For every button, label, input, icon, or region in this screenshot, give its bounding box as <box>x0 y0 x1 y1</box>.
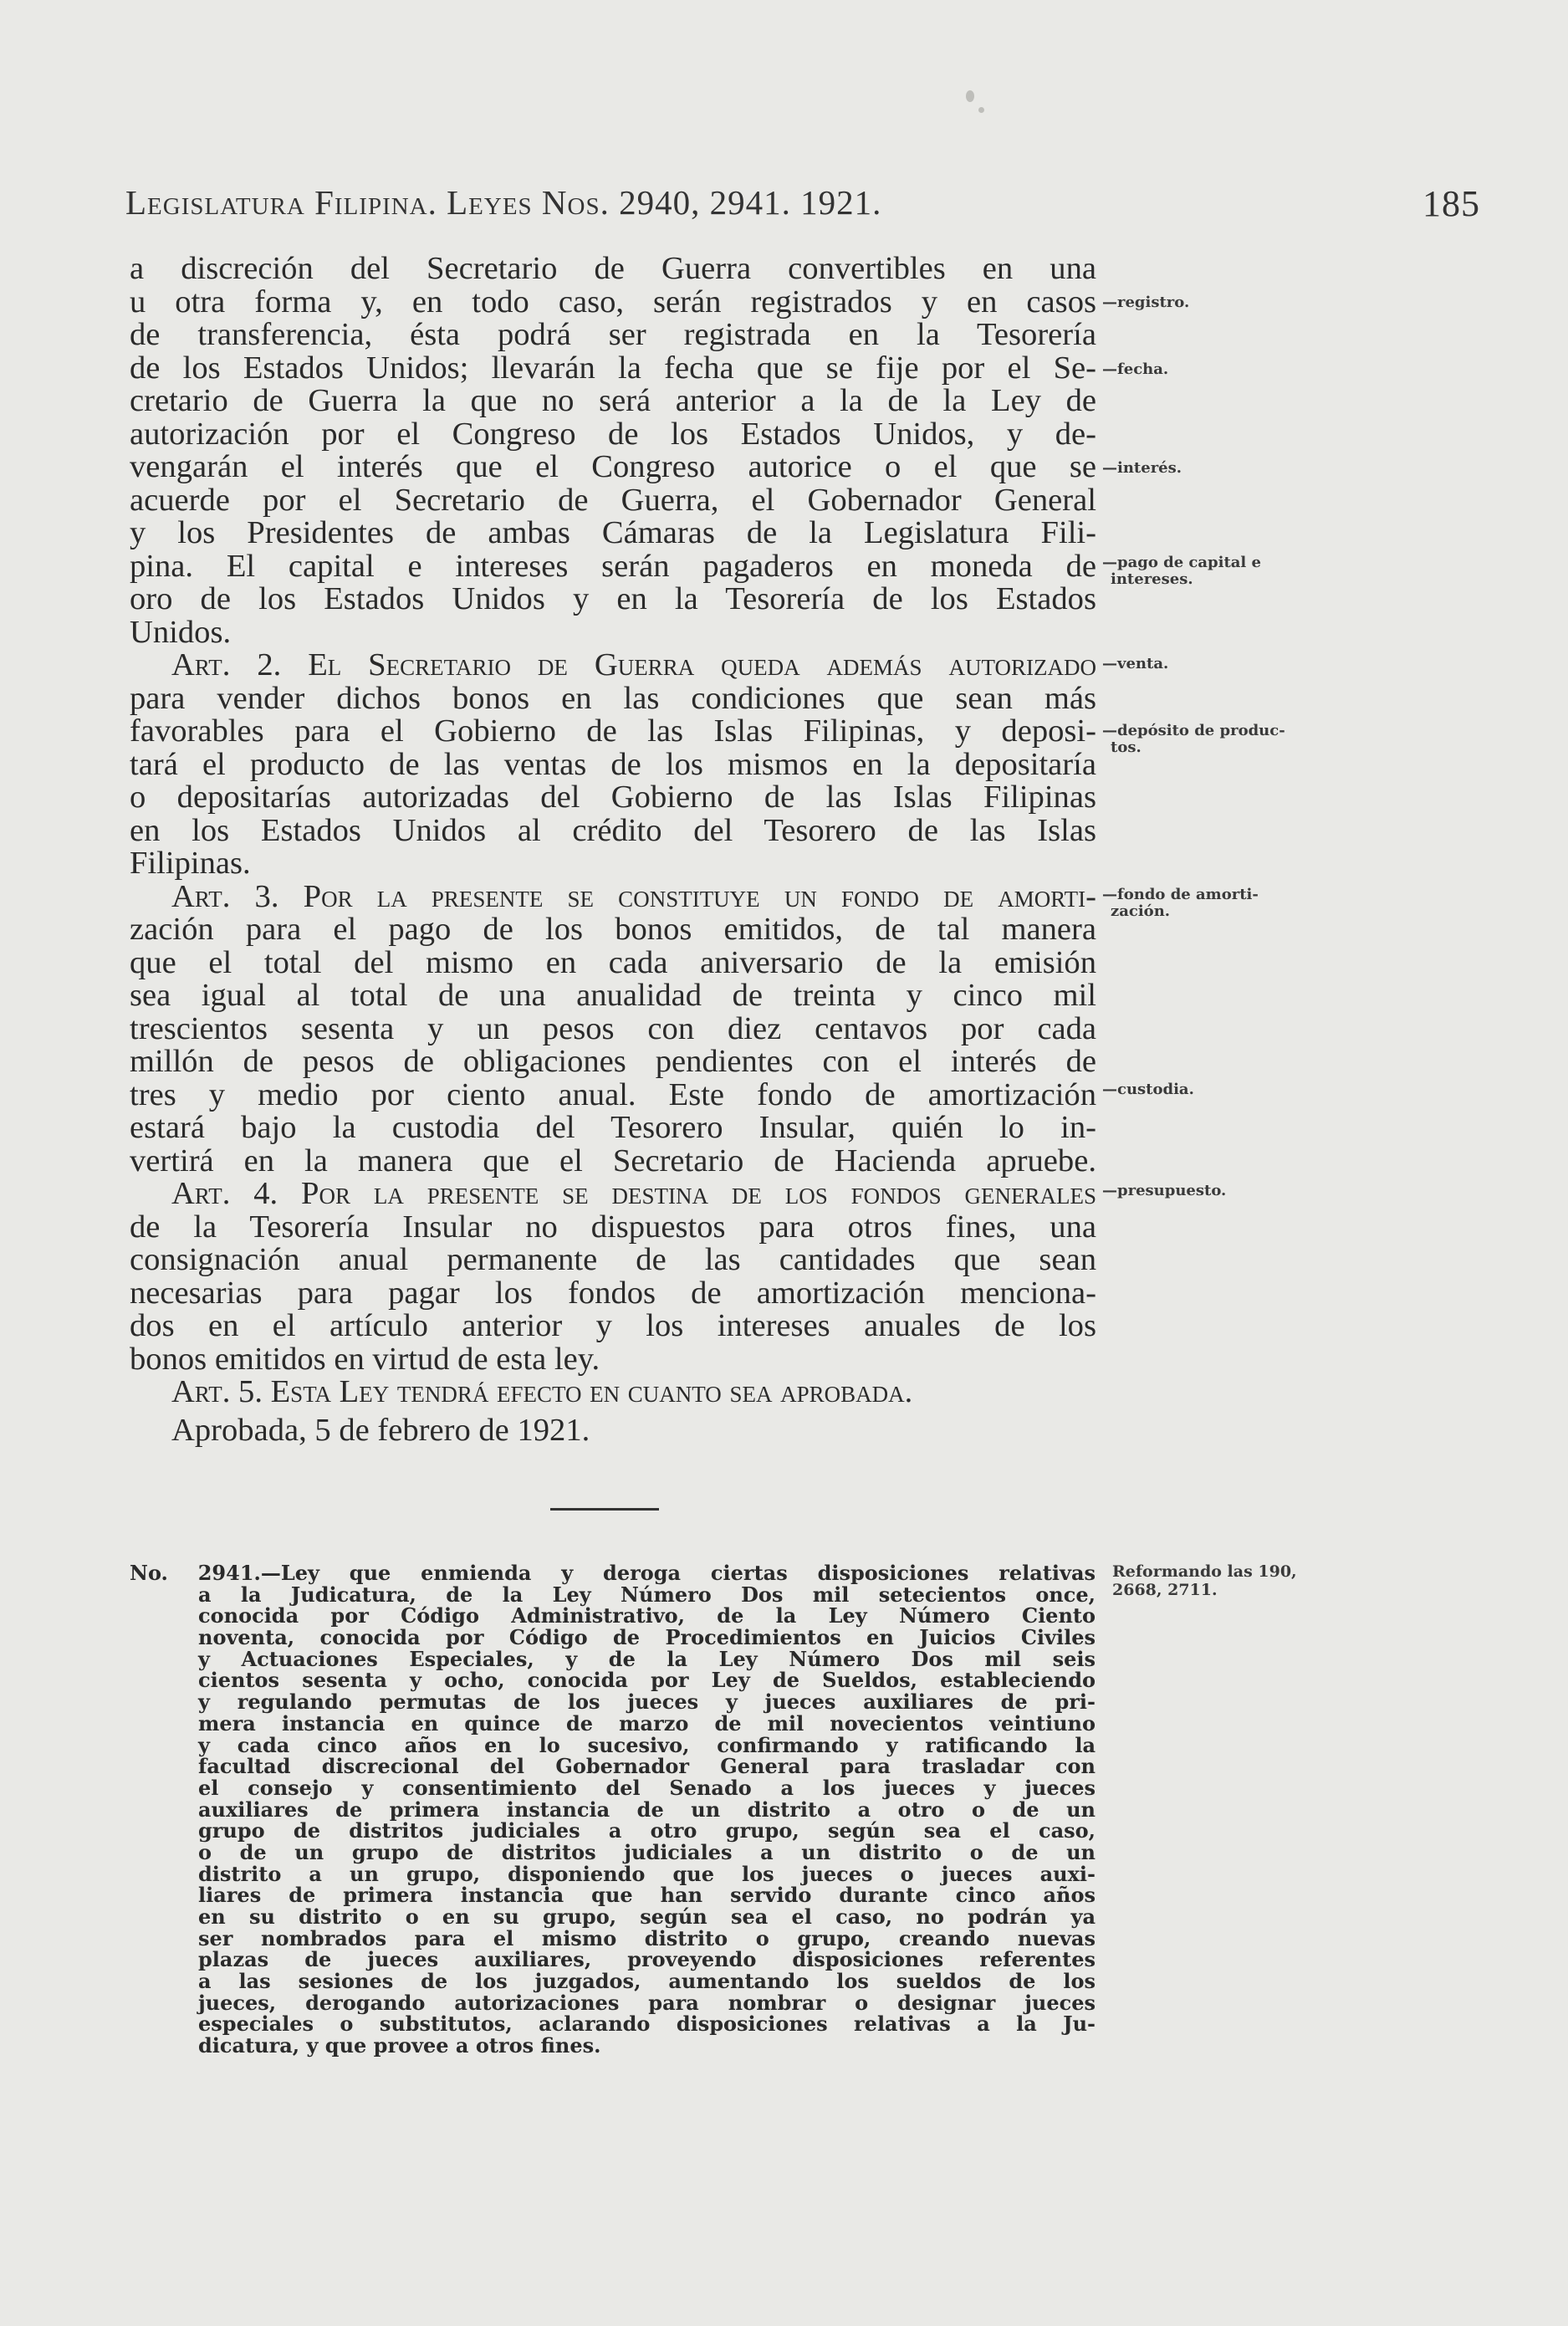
summary-line: el consejo y consentimiento del Senado a los jueces y jueces <box>198 1775 1096 1800</box>
body-line: acuerde por el Secretario de Guerra, el Gobernador General <box>130 482 1096 518</box>
body-line: de transferencia, ésta podrá ser registrada en la Tesorería <box>130 317 1096 352</box>
article-5-line: Art. 5. Esta Ley tendrá efecto en cuanto sea aprobada. <box>171 1374 913 1409</box>
body-line: dos en el artículo anterior y los intereses anuales de los <box>130 1308 1096 1343</box>
margin-note-pago-cont: intereses. <box>1111 570 1193 588</box>
body-line: de los Estados Unidos; llevarán la fecha que se fije por el Se- <box>130 350 1096 386</box>
summary-line: facultad discrecional del Gobernador General para trasladar con <box>198 1754 1096 1779</box>
body-line: tará el producto de las ventas de los mismos en la depositaría <box>130 746 1096 782</box>
summary-line: y regulando permutas de los jueces y jueces auxiliares de pri- <box>198 1690 1096 1715</box>
summary-margin-note <box>1112 1562 1297 1599</box>
summary-line: especiales o substitutos, aclarando disposiciones relativas a la Ju- <box>198 2012 1096 2037</box>
body-line: trescientos sesenta y un pesos con diez centavos por cada <box>130 1010 1096 1046</box>
margin-note-fondo: —fondo de amorti- <box>1102 886 1259 903</box>
body-line: vertirá en la manera que el Secretario de Hacienda apruebe. <box>130 1143 1096 1178</box>
ink-speck <box>966 90 974 102</box>
summary-line: en su distrito o en su grupo, según sea el caso, no podrán ya <box>198 1904 1096 1929</box>
body-line: vengarán el interés que el Congreso autorice o el que se <box>130 449 1096 484</box>
body-line: o depositarías autorizadas del Gobierno de las Islas Filipinas <box>130 780 1096 815</box>
body-line: cretario de Guerra la que no será anterior a la de la Ley de <box>130 383 1096 418</box>
summary-line: No. 2941.—Ley que enmienda y deroga ciertas disposiciones relativas <box>130 1561 1096 1585</box>
summary-line: jueces, derogando autorizaciones para nombrar o designar jueces <box>198 1990 1096 2015</box>
summary-line: liares de primera instancia que han servido durante cinco años <box>198 1883 1096 1908</box>
summary-line: plazas de jueces auxiliares, proveyendo disposiciones referentes <box>198 1947 1096 1972</box>
body-line: oro de los Estados Unidos y en la Tesorería de los Estados <box>130 581 1096 616</box>
margin-note-fecha: —fecha. <box>1102 360 1169 378</box>
margin-note-deposito-cont: tos. <box>1111 739 1142 756</box>
article-2-line: Art. 2. El Secretario de Guerra queda además autorizado <box>171 647 1096 682</box>
summary-line: auxiliares de primera instancia de un distrito a otro o de un <box>198 1797 1096 1822</box>
body-line: en los Estados Unidos al crédito del Tesorero de las Islas <box>130 812 1096 848</box>
body-text <box>130 253 1096 1447</box>
article-3-line: Art. 3. Por la presente se constituye un fondo de amorti- <box>171 878 1096 914</box>
margin-note-pago: —pago de capital e <box>1102 554 1261 571</box>
body-line: bonos emitidos en virtud de esta ley. <box>130 1341 600 1377</box>
approval-line: Aprobada, 5 de febrero de 1921. <box>171 1412 590 1448</box>
running-header <box>125 182 1480 233</box>
section-divider <box>550 1508 659 1511</box>
body-line: para vender dichos bonos en las condiciones que sean más <box>130 680 1096 716</box>
summary-note-line: Reformando las 190, <box>1112 1562 1297 1581</box>
body-line: millón de pesos de obligaciones pendientes con el interés de <box>130 1044 1096 1079</box>
summary-line: o de un grupo de distritos judiciales a un distrito o de un <box>198 1839 1096 1864</box>
summary-line: grupo de distritos judiciales a otro grupo, según sea el caso, <box>198 1818 1096 1843</box>
margin-note-deposito: —depósito de produc- <box>1102 722 1285 739</box>
body-line: autorización por el Congreso de los Estados Unidos, y de- <box>130 416 1096 452</box>
body-line: estará bajo la custodia del Tesorero Insular, quién lo in- <box>130 1110 1096 1145</box>
article-4-line: Art. 4. Por la presente se destina de los fondos generales <box>171 1176 1096 1211</box>
margin-note-fondo-cont: zación. <box>1111 902 1171 920</box>
body-line: Filipinas. <box>130 846 251 881</box>
body-line: de la Tesorería Insular no dispuestos para otros fines, una <box>130 1209 1096 1245</box>
summary-line: distrito a un grupo, disponiendo que los jueces o jueces auxi- <box>198 1861 1096 1886</box>
summary-line: a la Judicatura, de la Ley Número Dos mil setecientos once, <box>198 1582 1096 1607</box>
body-line: sea igual al total de una anualidad de treinta y cinco mil <box>130 978 1096 1013</box>
margin-note-registro: —registro. <box>1102 294 1190 311</box>
body-line: consignación anual permanente de las cantidades que sean <box>130 1242 1096 1277</box>
body-line: que el total del mismo en cada aniversario de la emisión <box>130 944 1096 980</box>
page-number: 185 <box>1422 183 1480 224</box>
summary-line: cientos sesenta y ocho, conocida por Ley de Sueldos, estableciendo <box>198 1668 1096 1693</box>
body-line: Unidos. <box>130 614 232 650</box>
body-line: necesarias para pagar los fondos de amortización menciona- <box>130 1275 1096 1311</box>
body-line: y los Presidentes de ambas Cámaras de la Legislatura Fili- <box>130 515 1096 550</box>
header-title: Legislatura Filipina. Leyes Nos. 2940, 2941. 1921. <box>125 183 882 222</box>
body-line: favorables para el Gobierno de las Islas Filipinas, y deposi- <box>130 713 1096 749</box>
margin-note-custodia: —custodia. <box>1102 1081 1194 1098</box>
law-2941-summary <box>130 1562 1096 2057</box>
body-line: pina. El capital e intereses serán pagaderos en moneda de <box>130 548 1096 584</box>
summary-line: y cada cinco años en lo sucesivo, confirmando y ratificando la <box>198 1732 1096 1757</box>
margin-note-interes: —interés. <box>1102 459 1182 477</box>
body-line: u otra forma y, en todo caso, serán registrados y en casos <box>130 284 1096 320</box>
summary-line: y Actuaciones Especiales, y de la Ley Número Dos mil seis <box>198 1646 1096 1671</box>
summary-line: mera instancia en quince de marzo de mil novecientos veintiuno <box>198 1710 1096 1736</box>
body-line: zación para el pago de los bonos emitidos, de tal manera <box>130 912 1096 947</box>
summary-line: noventa, conocida por Código de Procedimientos en Juicios Civiles <box>198 1625 1096 1650</box>
summary-note-line: 2668, 2711. <box>1112 1581 1218 1599</box>
ink-speck <box>978 107 984 113</box>
summary-line: ser nombrados para el mismo distrito o grupo, creando nuevas <box>198 1925 1096 1950</box>
summary-line: dicatura, y que provee a otros fines. <box>198 2033 601 2058</box>
body-line: a discreción del Secretario de Guerra convertibles en una <box>130 251 1096 286</box>
summary-line: conocida por Código Administrativo, de la Ley Número Ciento <box>198 1603 1096 1628</box>
margin-note-venta: —venta. <box>1102 655 1169 672</box>
body-line: tres y medio por ciento anual. Este fondo de amortización <box>130 1076 1096 1112</box>
summary-line: a las sesiones de los juzgados, aumentando los sueldos de los <box>198 1969 1096 1994</box>
margin-note-presupuesto: —presupuesto. <box>1102 1182 1227 1199</box>
